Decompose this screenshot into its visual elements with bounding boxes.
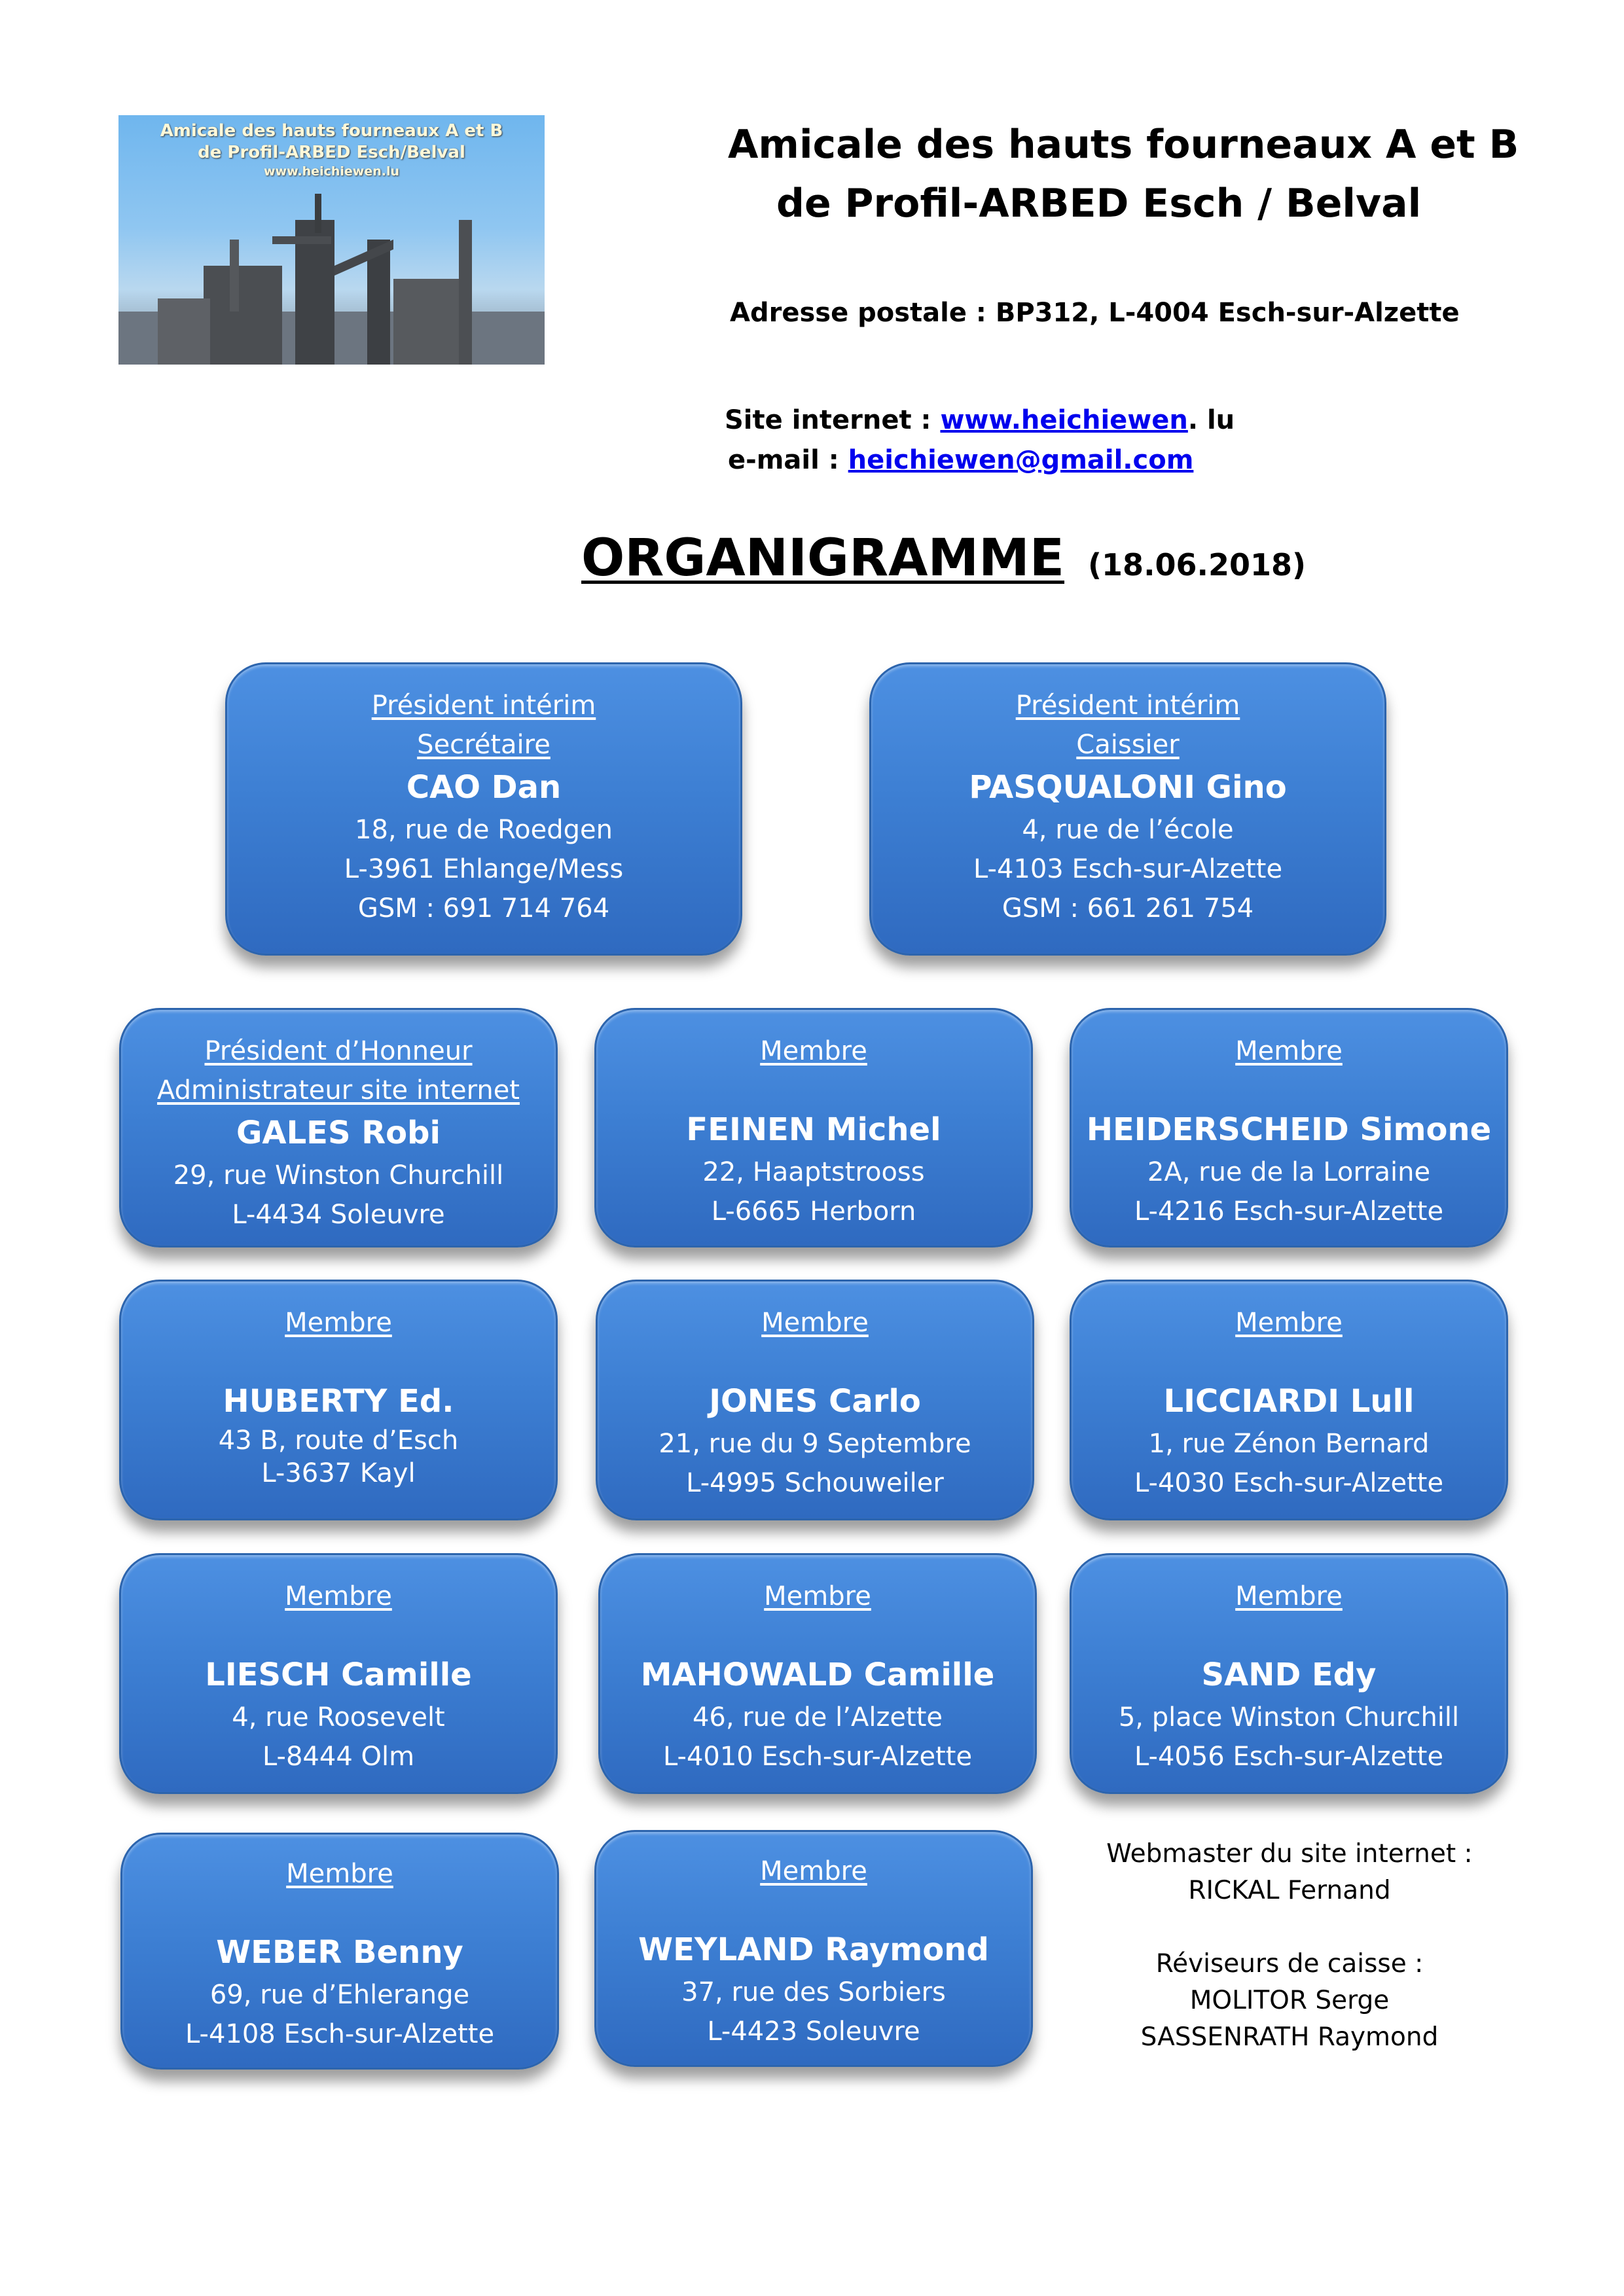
page-title: ORGANIGRAMME: [581, 529, 1065, 588]
card-street: 22, Haaptstrooss: [702, 1157, 925, 1187]
auditor-name: MOLITOR Serge: [1189, 1986, 1390, 2015]
card-jones-carlo: [596, 1280, 1034, 1520]
card-role: Membre: [764, 1581, 871, 1611]
card-street: 4, rue de l’école: [1022, 815, 1234, 845]
card-role: Membre: [761, 1308, 869, 1338]
card-gales-robi: [119, 1008, 558, 1247]
card-name: MAHOWALD Camille: [640, 1657, 995, 1693]
card-city: L-4216 Esch-sur-Alzette: [1134, 1196, 1444, 1227]
card-city: L-4056 Esch-sur-Alzette: [1134, 1742, 1444, 1772]
card-city: L-4434 Soleuvre: [232, 1200, 445, 1230]
card-role: Membre: [285, 1581, 392, 1611]
website-label: Site internet :: [725, 405, 941, 435]
card-role: Membre: [1235, 1036, 1343, 1066]
logo-line-1: Amicale des hauts fourneaux A et B: [160, 121, 503, 141]
card-name: JONES Carlo: [709, 1383, 921, 1420]
title-line-2: de Profil-ARBED Esch / Belval: [776, 181, 1422, 226]
card-role: Membre: [760, 1856, 867, 1886]
card-mahowald-camille: [598, 1553, 1037, 1794]
card-city: L-4103 Esch-sur-Alzette: [973, 854, 1283, 884]
card-city: L-8444 Olm: [262, 1742, 415, 1772]
card-name: WEBER Benny: [216, 1934, 463, 1971]
card-weber-benny: [120, 1833, 559, 2070]
association-logo: [118, 115, 545, 365]
card-street: 37, rue des Sorbiers: [681, 1977, 946, 2007]
page-heading: [581, 529, 1306, 588]
card-role: Membre: [286, 1859, 393, 1889]
card-name: HEIDERSCHEID Simone: [1086, 1111, 1492, 1148]
card-city: L-4010 Esch-sur-Alzette: [662, 1742, 973, 1772]
auditors-label: Réviseurs de caisse :: [1155, 1949, 1424, 1979]
card-role: Membre: [760, 1036, 867, 1066]
card-role: Membre: [1235, 1581, 1343, 1611]
card-street: 4, rue Roosevelt: [232, 1702, 445, 1732]
card-name: HUBERTY Ed.: [223, 1383, 454, 1420]
card-street: 2A, rue de la Lorraine: [1147, 1157, 1431, 1187]
card-phone: GSM : 661 261 754: [1001, 893, 1254, 924]
postal-address: Adresse postale : BP312, L-4004 Esch-sur-Alzette: [730, 298, 1460, 328]
card-role: Président intérim: [1015, 691, 1240, 721]
card-role: Administrateur site internet: [157, 1075, 520, 1105]
card-name: GALES Robi: [236, 1115, 441, 1151]
card-city: L-6665 Herborn: [711, 1196, 916, 1227]
card-name: FEINEN Michel: [686, 1111, 941, 1148]
card-cao-dan: [225, 662, 742, 956]
card-feinen-michel: [594, 1008, 1033, 1247]
logo-line-3: www.heichiewen.lu: [264, 164, 399, 179]
card-liesch-camille: [119, 1553, 558, 1794]
card-street: 69, rue d’Ehlerange: [209, 1980, 470, 2010]
webmaster-label: Webmaster du site internet :: [1106, 1839, 1473, 1869]
side-notes: [1100, 1836, 1479, 2056]
card-city: L-4995 Schouweiler: [686, 1468, 944, 1498]
card-pasqualoni-gino: [869, 662, 1386, 956]
auditor-name: SASSENRATH Raymond: [1140, 2022, 1439, 2052]
logo-line-2: de Profil-ARBED Esch/Belval: [198, 143, 465, 162]
webmaster-name: RICKAL Fernand: [1188, 1876, 1391, 1905]
card-name: WEYLAND Raymond: [638, 1931, 989, 1968]
card-street: 18, rue de Roedgen: [355, 815, 613, 845]
email-label: e-mail :: [728, 445, 848, 475]
card-street: 5, place Winston Churchill: [1118, 1702, 1460, 1732]
card-street: 43 B, route d’Esch: [218, 1426, 459, 1456]
card-role: Membre: [285, 1308, 392, 1338]
website-suffix: . lu: [1187, 405, 1235, 435]
card-name: LICCIARDI Lull: [1163, 1383, 1415, 1420]
card-name: LIESCH Camille: [205, 1657, 472, 1693]
card-street: 1, rue Zénon Bernard: [1148, 1429, 1430, 1459]
card-street: 21, rue du 9 Septembre: [659, 1429, 971, 1459]
document-date: (18.06.2018): [1088, 547, 1307, 583]
website-link[interactable]: www.heichiewen: [940, 405, 1188, 435]
card-name: PASQUALONI Gino: [969, 769, 1287, 806]
email-link[interactable]: heichiewen@gmail.com: [848, 445, 1194, 475]
card-city: L-3637 Kayl: [261, 1458, 416, 1488]
card-city: L-4108 Esch-sur-Alzette: [185, 2019, 495, 2049]
card-role: Caissier: [1076, 730, 1180, 760]
email-line: [728, 445, 1193, 475]
card-huberty-ed: [119, 1280, 558, 1520]
card-city: L-4423 Soleuvre: [707, 2017, 920, 2047]
card-city: L-4030 Esch-sur-Alzette: [1134, 1468, 1444, 1498]
website-line: [725, 405, 1235, 435]
card-name: CAO Dan: [406, 769, 562, 806]
card-weyland-raymond: [594, 1830, 1033, 2067]
title-line-1: Amicale des hauts fourneaux A et B: [728, 122, 1519, 168]
card-street: 29, rue Winston Churchill: [173, 1160, 504, 1191]
card-street: 46, rue de l’Alzette: [692, 1702, 943, 1732]
card-heiderscheid-simone: [1070, 1008, 1508, 1247]
card-role: Président d’Honneur: [204, 1036, 473, 1066]
logo-caption: [118, 120, 545, 179]
card-sand-edy: [1070, 1553, 1508, 1794]
card-name: SAND Edy: [1201, 1657, 1377, 1693]
card-role: Membre: [1235, 1308, 1343, 1338]
card-city: L-3961 Ehlange/Mess: [344, 854, 624, 884]
card-phone: GSM : 691 714 764: [357, 893, 610, 924]
card-role: Secrétaire: [417, 730, 550, 760]
card-role: Président intérim: [371, 691, 596, 721]
card-licciardi-lull: [1070, 1280, 1508, 1520]
